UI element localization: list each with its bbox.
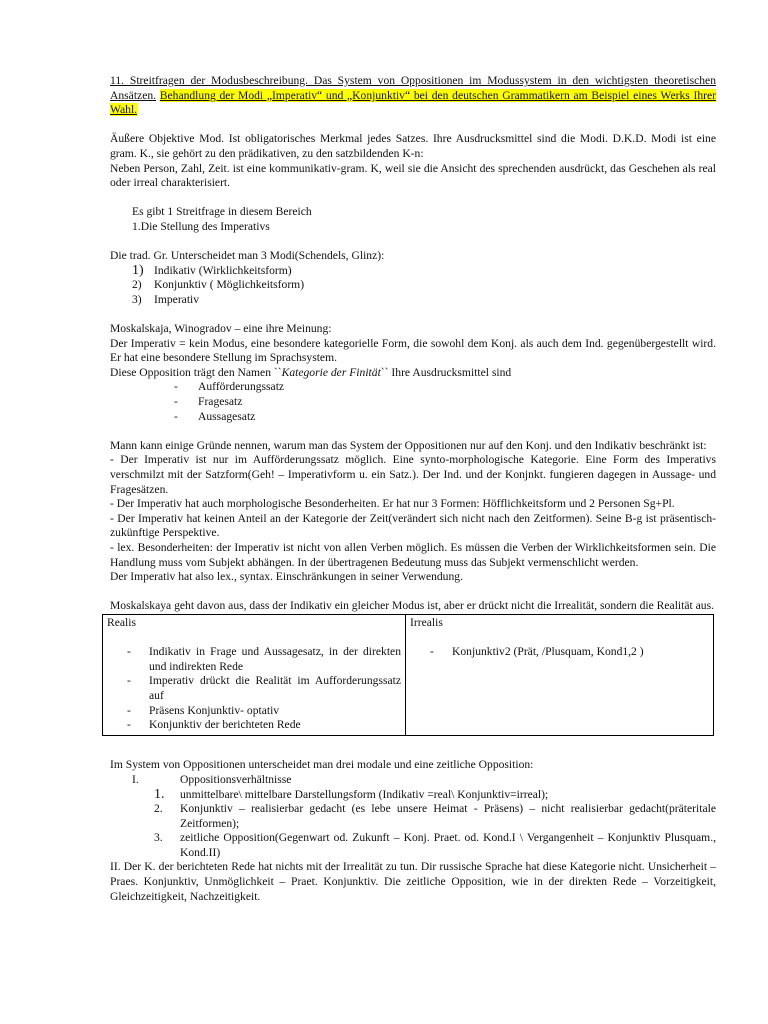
grund-summary: Der Imperativ hat also lex., syntax. Einschränkungen in seiner Verwendung. (110, 570, 463, 584)
realis-cell (103, 614, 406, 735)
list-item: - Aussagesatz (110, 410, 716, 425)
list-item: 1. unmittelbare\ mittelbare Darstellungsform (Indikativ =real\ Konjunktiv=irreal); (154, 786, 549, 802)
list-item: 3) Imperativ (132, 292, 200, 306)
list-item: - Indikativ in Frage und Aussagesatz, in der direkten und indirekten Rede (107, 645, 401, 674)
document-page (107, 74, 716, 904)
opposition-line: Diese Opposition trägt den Namen ``Kategorie der Finität`` Ihre Ausdrucksmittel sind (110, 365, 512, 379)
system-intro: Im System von Oppositionen unterscheidet man drei modale und eine zeitliche Opposition: (110, 758, 534, 772)
imperativ-paragraph: Der Imperativ = kein Modus, eine besondere kategorielle Form, die sowohl dem Konj. als auch dem Ind. gegenübergestellt wird. Er hat eine besondere Stellung im Sprachsystem. (110, 336, 716, 365)
paragraph-objektive-mod: Äußere Objektive Mod. Ist obligatorisches Merkmal jedes Satzes. Ihre Ausdrucksmittel sind die Modi. D.K.D. Modi ist eine gram. K., sie gehört zu den prädikativen, zu den satzbildenden K-n: (110, 132, 716, 160)
streitfrage-line: Es gibt 1 Streitfrage in diesem Bereich (132, 205, 312, 219)
grund-item: - Der Imperativ hat keinen Anteil an der Kategorie der Zeit(verändert sich nicht nach den Zeitformen). Seine B-g ist präsentisch-zukünftige Perspektive. (110, 511, 716, 540)
satz-list (110, 380, 716, 424)
modi-list (110, 264, 716, 308)
list-item: 3. zeitliche Opposition(Gegenwart od. Zukunft – Konj. Praet. od. Kond.I \ Vergangenheit – Konjunktiv Plusquam., Kond.II) (154, 831, 716, 859)
grund-item: - Der Imperativ ist nur im Aufförderungssatz möglich. Eine synto-morphologische Kategorie. Eine Form des Imperativs verschmilzt mit der Satzform(Geh! – Imperativform u. ein Satz.). Der Ind. und der Konjnkt. fungieren dagegen in Aussage- und Fragesätzen. (110, 453, 716, 496)
trad-gram-line: Die trad. Gr. Unterscheidet man 3 Modi(Schendels, Glinz): (110, 249, 385, 263)
irrealis-list (410, 645, 709, 660)
realis-header: Realis (107, 615, 136, 629)
finitaet-term: Kategorie der Finität (281, 365, 381, 379)
realis-irrealis-table (102, 614, 714, 736)
streitfrage-item: 1.Die Stellung des Imperativs (132, 219, 270, 233)
moskalskaya-indikativ: Moskalskaya geht davon aus, dass der Indikativ ein gleicher Modus ist, aber er drückt nicht die Irrealität, sondern die Realität aus. (110, 599, 714, 613)
irrealis-header: Irrealis (410, 615, 443, 629)
list-item: 2. Konjunktiv – realisierbar gedacht (es lebe unsere Heimat - Präsens) – nicht realisierbar gedacht(präteritale Zeitformen); (154, 802, 716, 830)
list-item: - Präsens Konjunktiv- optativ (107, 704, 401, 719)
opposition-list (110, 788, 716, 861)
list-item: 2) Konjunktiv ( Möglichkeitsform) (132, 278, 305, 292)
heading-highlight: Behandlung der Modi „Imperativ“ und „Konjunktiv“ bei den deutschen Grammatikern am Beispiel eines Werks Ihrer Wahl. (110, 88, 716, 117)
moskalskaja-line: Moskalskaja, Winogradov – eine ihre Meinung: (110, 322, 332, 336)
list-item: - Konjunktiv der berichteten Rede (107, 718, 401, 733)
realis-list (107, 645, 401, 733)
grund-item: - lex. Besonderheiten: der Imperativ ist nicht von allen Verben möglich. Es müssen die Verben der Wirklichkeitsformen sein. Die Handlung muss vom Subjekt abhängen. In der übertragenen Bedeutung muss das Subjekt vermenschlicht werden. (110, 541, 716, 569)
list-item: - Aufförderungssatz (110, 380, 716, 395)
list-item: 1) Indikativ (Wirklichkeitsform) (132, 262, 292, 278)
list-item: - Fragesatz (110, 395, 716, 410)
list-item: - Konjunktiv2 (Prät, /Plusquam, Kond1,2 ) (410, 645, 709, 660)
roman-heading: I. Oppositionsverhältnisse (132, 772, 292, 786)
heading-title: 11. Streitfragen der Modusbeschreibung. Das System von Oppositionen im Modussystem in den wichtigsten theoretischen Ansätzen. (110, 74, 716, 102)
irrealis-cell (406, 614, 714, 735)
list-item: - Imperativ drückt die Realität im Aufforderungssatz auf (107, 674, 401, 703)
paragraph-person-zahl: Neben Person, Zahl, Zeit. ist eine kommunikativ-gram. K, weil sie die Ansicht des sprechenden ausdrückt, das Geschehen als real oder irreal charakterisiert. (110, 161, 716, 190)
gruende-intro: Mann kann einige Gründe nennen, warum man das System der Oppositionen nur auf den Konj. und den Indikativ beschränkt ist: (110, 438, 707, 452)
section-heading (110, 74, 716, 118)
final-paragraph: II. Der K. der berichteten Rede hat nichts mit der Irrealität zu tun. Dir russische Sprache hat diese Kategorie nicht. Unsicherheit – Praes. Konjunktiv, Unmöglichkeit – Praet. Konjunktiv. Die zeitliche Opposition, wie in der direkten Rede – Vorzeitigkeit, Gleichzeitigkeit, Nachzeitigkeit. (110, 860, 716, 903)
grund-item: - Der Imperativ hat auch morphologische Besonderheiten. Er hat nur 3 Formen: Höfflichkeitsform und 2 Personen Sg+Pl. (110, 497, 675, 511)
